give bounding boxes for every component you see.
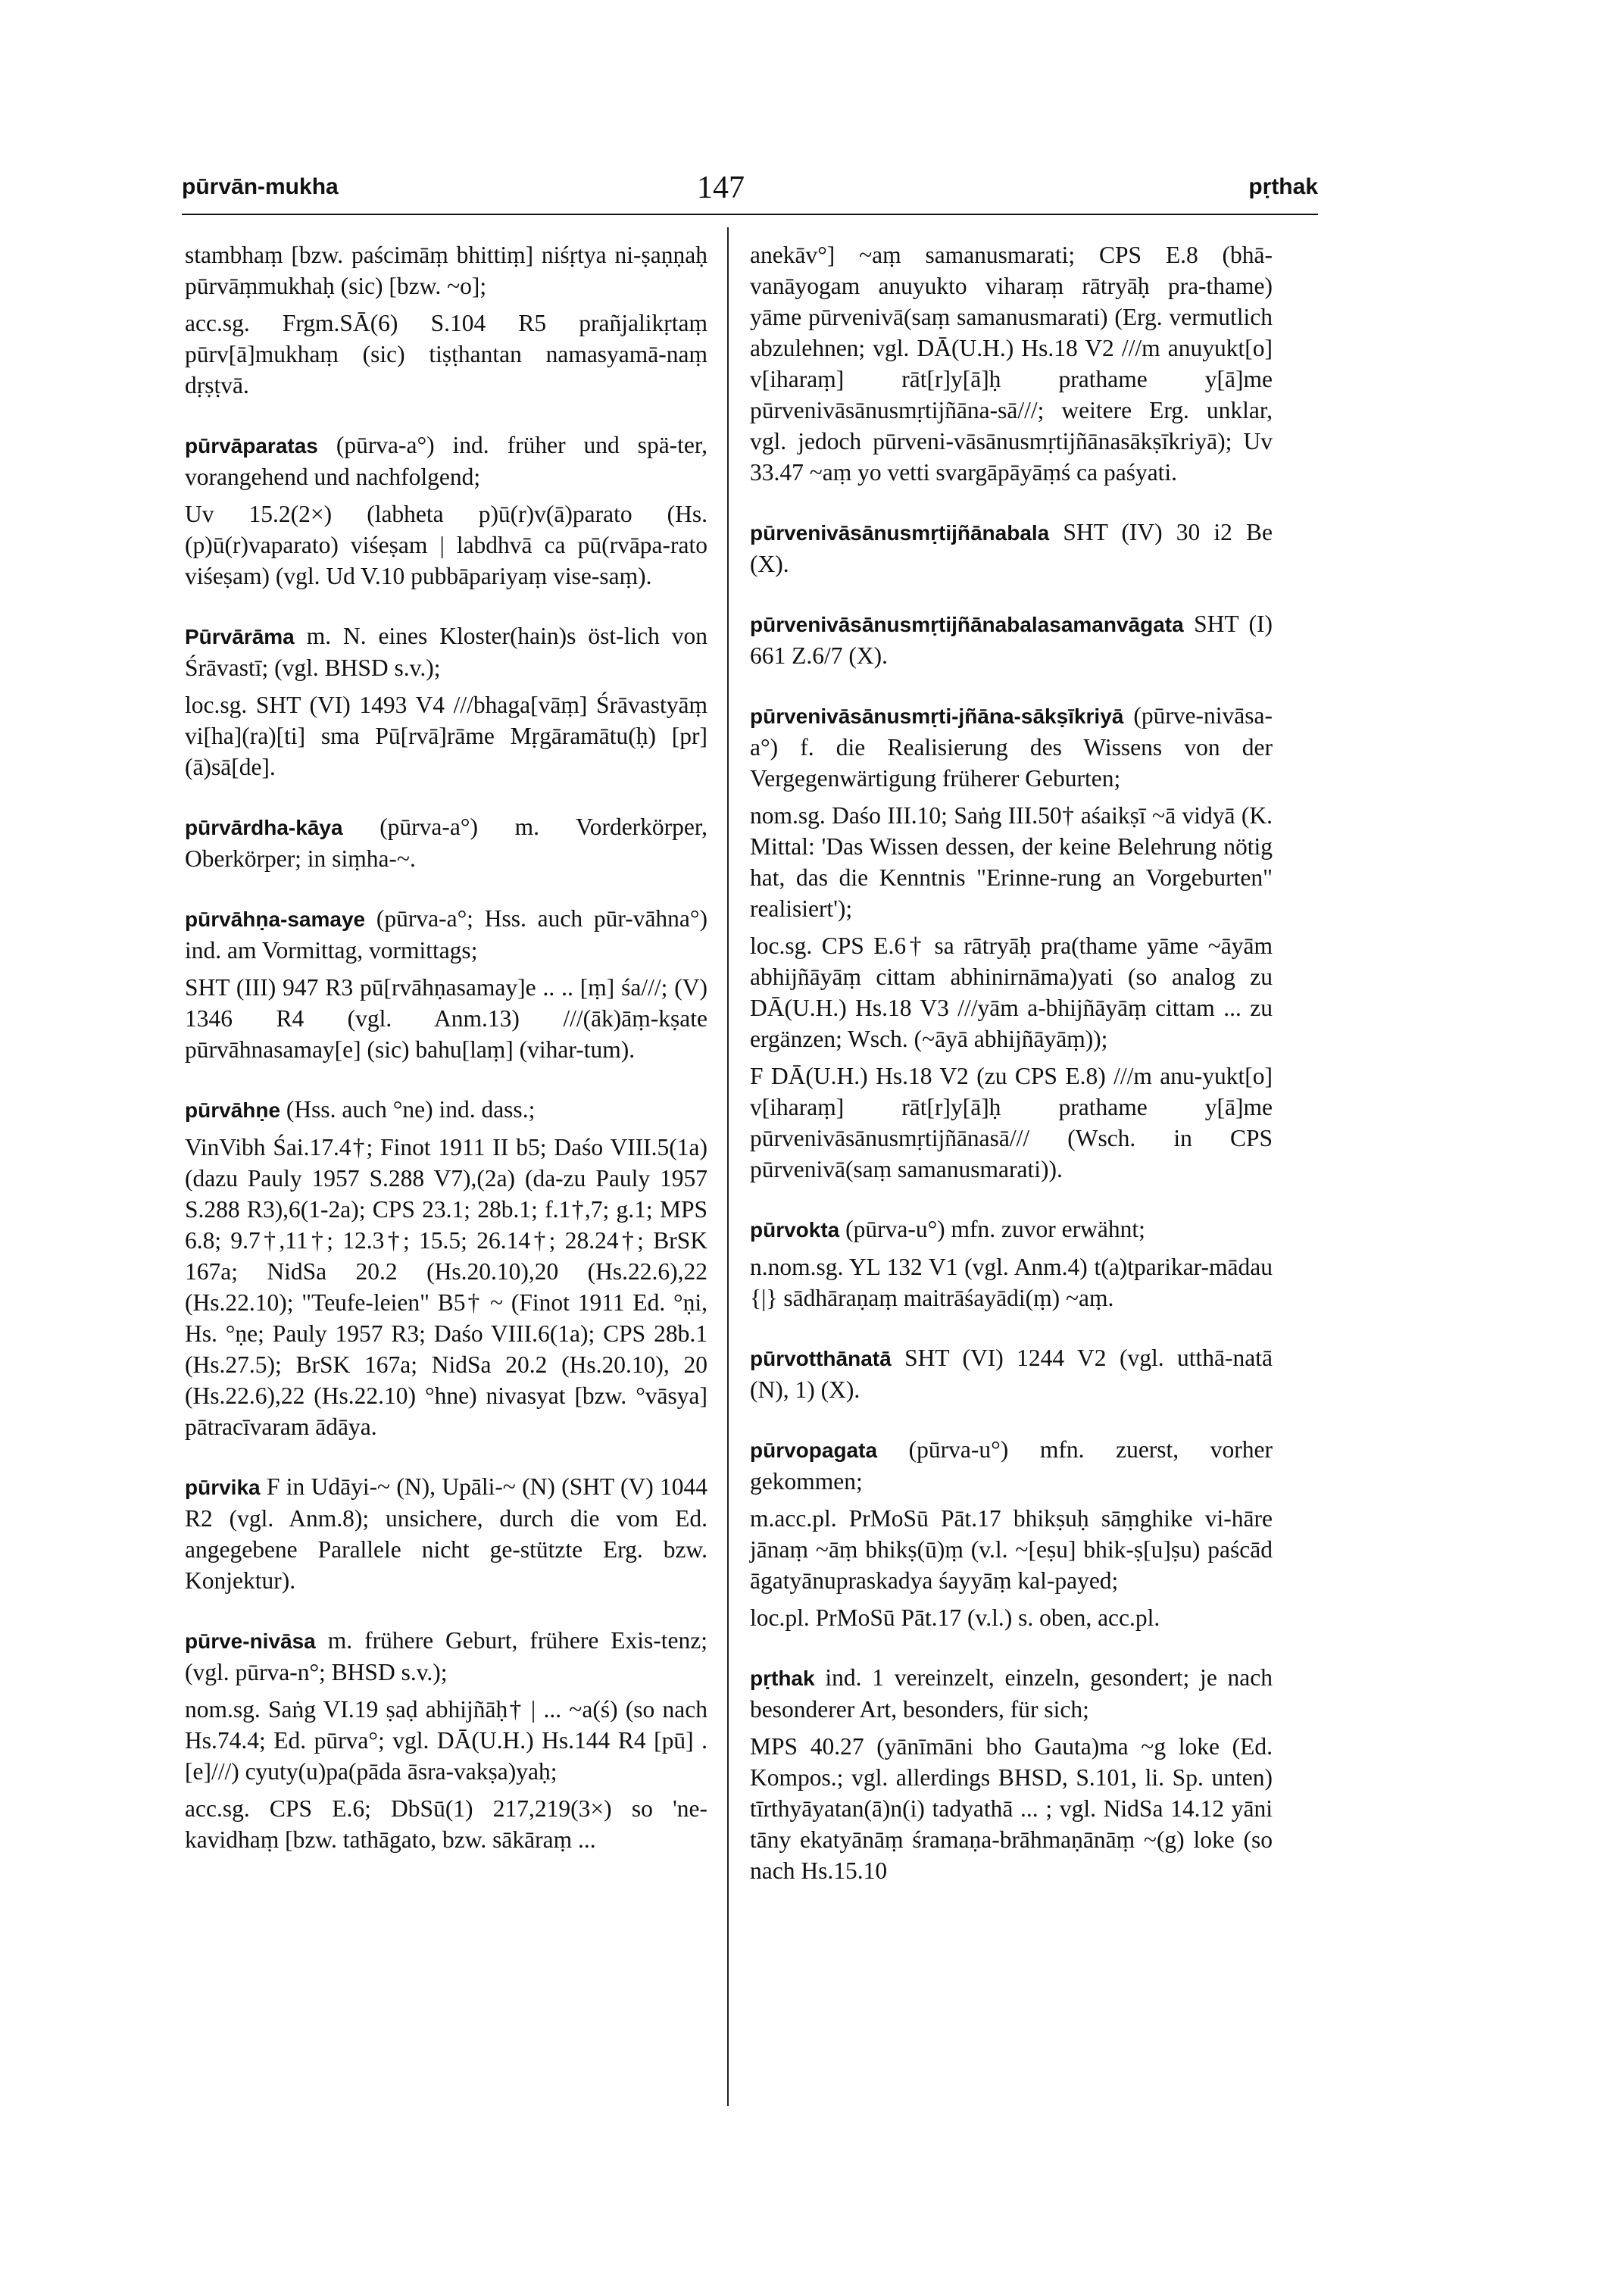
headword: pūrvenivāsānusmṛti-jñāna-sākṣīkriyā bbox=[750, 704, 1124, 728]
page-header bbox=[182, 170, 1318, 220]
left-column bbox=[185, 239, 707, 1884]
entry-citation: loc.sg. CPS E.6† sa rātryāḥ pra(thame yāme ~āyām abhijñāyāṃ cittam abhinirnāma)yati (so analog zu DĀ(U.H.) Hs.18 V3 ///yām a-bhijñāyāṃ cittam ... zu ergänzen; Wsch. (~āyā abhijñāyāṃ)); bbox=[750, 932, 1273, 1052]
headword: Pūrvārāma bbox=[185, 625, 295, 648]
headword: pūrvāhṇa-samaye bbox=[185, 907, 366, 931]
entry-headline bbox=[185, 1625, 707, 1688]
entry-definition: F in Udāyi-~ (N), Upāli-~ (N) (SHT (V) 1044 R2 (vgl. Anm.8); unsichere, durch die vom Ed. angegebene Parallele nicht ge-stützte Erg. bzw. Konjektur). bbox=[185, 1473, 708, 1594]
entry-definition: (pūrva-u°) mfn. zuerst, vorher gekommen; bbox=[750, 1436, 1273, 1495]
dictionary-entry bbox=[185, 903, 707, 1065]
entry-headline bbox=[750, 517, 1273, 579]
entry-headline bbox=[185, 1471, 707, 1596]
dictionary-entry bbox=[185, 430, 707, 592]
dictionary-entry bbox=[185, 620, 707, 783]
page-number: 147 bbox=[697, 170, 745, 205]
entry-citation: m.acc.pl. PrMoSū Pāt.17 bhikṣuḥ sāṃghike vi-hāre jānaṃ ~āṃ bhikṣ(ū)ṃ (v.l. ~[eṣu] bhik-ṣ[u]ṣu) paścād āgatyānupraskadya śayyāṃ kal-payed; bbox=[750, 1505, 1273, 1594]
headword: pūrvārdha-kāya bbox=[185, 816, 343, 839]
entry-citation: anekāv°] ~aṃ samanusmarati; CPS E.8 (bhā-vanāyogam anuyukto viharaṃ rātryāḥ pra-thame) yāme pūrvenivā(saṃ samanusmarati) (Erg. vermutlich abzulehnen; vgl. DĀ(U.H.) Hs.18 V2 ///m anuyukt[o] v[iharaṃ] rāt[r]y[ā]ḥ prathame y[ā]me pūrvenivāsānusmṛtijñāna-sā///; weitere Erg. unklar, vgl. jedoch pūrveni-vāsānusmṛtijñānasākṣīkriyā); Uv 33.47 ~aṃ yo vetti svargāpāyāṃś ca paśyati. bbox=[750, 242, 1273, 486]
entry-definition: (pūrva-a°) m. Vorderkörper, Oberkörper; in siṃha-~. bbox=[185, 814, 707, 872]
dictionary-entry bbox=[750, 1434, 1273, 1633]
entry-headline bbox=[750, 1434, 1273, 1497]
dictionary-entry bbox=[750, 1662, 1273, 1886]
entry-citation: loc.sg. SHT (VI) 1493 V4 ///bhaga[vāṃ] Śrāvastyāṃ vi[ha](ra)[ti] sma Pū[rvā]rāme Mṛgāramātu(ḥ) [pr](ā)sā[de]. bbox=[185, 692, 707, 780]
entry-definition: SHT (I) 661 Z.6/7 (X). bbox=[750, 611, 1273, 669]
entry-citation: loc.pl. PrMoSū Pāt.17 (v.l.) s. oben, acc.pl. bbox=[750, 1604, 1160, 1631]
entry-citation: nom.sg. Saṅg VI.19 ṣaḍ abhijñāḥ† | ... ~a(ś) (so nach Hs.74.4; Ed. pūrva°; vgl. DĀ(U.H.) Hs.144 R4 [pū] .[e]///) cyuty(u)pa(pāda āsra-vakṣa)yaḥ; bbox=[185, 1696, 707, 1785]
entry-headline bbox=[750, 1662, 1273, 1725]
entry-definition: (pūrva-u°) mfn. zuvor erwähnt; bbox=[845, 1216, 1145, 1242]
entry-headline bbox=[185, 430, 707, 492]
dictionary-entry bbox=[185, 1625, 707, 1855]
headword: pūrve-nivāsa bbox=[185, 1629, 316, 1653]
entry-citation: acc.sg. Frgm.SĀ(6) S.104 R5 prañjalikṛtaṃ pūrv[ā]mukhaṃ (sic) tiṣṭhantan namasyamā-naṃ dṛṣṭvā. bbox=[185, 310, 707, 398]
headword: pūrvika bbox=[185, 1476, 261, 1499]
dictionary-entry bbox=[185, 1471, 707, 1596]
headword: pūrvotthānatā bbox=[750, 1347, 892, 1370]
column-divider bbox=[727, 227, 729, 2106]
entry-definition: m. N. eines Kloster(hain)s öst-lich von Śrāvastī; (vgl. BHSD s.v.); bbox=[185, 623, 707, 681]
entry-headline bbox=[185, 903, 707, 966]
headword: pūrvokta bbox=[750, 1218, 840, 1242]
entry-headline bbox=[750, 700, 1273, 794]
header-rule bbox=[182, 214, 1318, 215]
dictionary-entry bbox=[750, 1342, 1273, 1405]
entry-headline bbox=[185, 811, 707, 874]
entry-headline bbox=[185, 620, 707, 683]
dictionary-entry bbox=[750, 608, 1273, 671]
dictionary-entry bbox=[750, 700, 1273, 1185]
headword: pūrvenivāsānusmṛtijñānabalasamanvāgata bbox=[750, 613, 1184, 636]
entry-citation: VinVibh Śai.17.4†; Finot 1911 II b5; Daśo VIII.5(1a) (dazu Pauly 1957 S.288 V7),(2a) (da-zu Pauly 1957 S.288 R3),6(1-2a); CPS 23.1; 28b.1; f.1†,7; g.1; MPS 6.8; 9.7†,11†; 12.3†; 15.5; 26.14†; 28.24†; BrSK 167a; NidSa 20.2 (Hs.20.10),20 (Hs.22.6),22 (Hs.22.10); "Teufe-leien" B5† ~ (Finot 1911 Ed. °ṇi, Hs. °ṇe; Pauly 1957 R3; Daśo VIII.6(1a); CPS 28b.1 (Hs.27.5); BrSK 167a; NidSa 20.2 (Hs.20.10), 20 (Hs.22.6),22 (Hs.22.10) °hne) nivasyat [bzw. °vāsya] pātracīvaram ādāya. bbox=[185, 1134, 707, 1440]
dictionary-entry bbox=[750, 1214, 1273, 1314]
entry-definition: (pūrve-nivāsa-a°) f. die Realisierung des Wissens von der Vergegenwärtigung früherer Geburten; bbox=[750, 702, 1273, 792]
entry-citation: acc.sg. CPS E.6; DbSū(1) 217,219(3×) so 'ne-kavidhaṃ [bzw. tathāgato, bzw. sākāraṃ ... bbox=[185, 1795, 707, 1853]
entry-citation: F DĀ(U.H.) Hs.18 V2 (zu CPS E.8) ///m anu-yukt[o] v[iharaṃ] rāt[r]y[ā]ḥ prathame y[ā]me pūrvenivāsānusmṛtijñānasā/// (Wsch. in CPS pūrvenivā(saṃ samanusmarati)). bbox=[750, 1063, 1273, 1182]
entry-citation: MPS 40.27 (yānīmāni bho Gauta)ma ~g loke (Ed. Kompos.; vgl. allerdings BHSD, S.101, li. Sp. unten) tīrthyāyatan(ā)n(i) tadyathā ... ; vgl. NidSa 14.12 yāni tāny ekatyānāṃ śramaṇa-brāhmaṇānāṃ ~(g) loke (so nach Hs.15.10 bbox=[750, 1733, 1273, 1884]
entry-definition: (Hss. auch °ne) ind. dass.; bbox=[286, 1096, 536, 1123]
entry-definition: (pūrva-a°) ind. früher und spä-ter, vorangehend und nachfolgend; bbox=[185, 432, 708, 490]
dictionary-entry bbox=[185, 811, 707, 874]
headword: pṛthak bbox=[750, 1667, 815, 1690]
entry-headline bbox=[750, 1342, 1273, 1405]
entry-citation: n.nom.sg. YL 132 V1 (vgl. Anm.4) t(a)tparikar-mādau {|} sādhāraṇaṃ maitrāśayādi(ṃ) ~aṃ. bbox=[750, 1254, 1273, 1311]
running-head-right: pṛthak bbox=[1248, 174, 1318, 199]
right-column bbox=[750, 239, 1273, 1915]
dictionary-entry bbox=[185, 1094, 707, 1442]
entry-headline bbox=[750, 608, 1273, 671]
dictionary-entry bbox=[185, 239, 707, 401]
entry-headline bbox=[185, 1094, 707, 1126]
entry-definition: (pūrva-a°; Hss. auch pūr-vāhna°) ind. am Vormittag, vormittags; bbox=[185, 905, 708, 964]
entry-definition: ind. 1 vereinzelt, einzeln, gesondert; je nach besonderer Art, besonders, für sich; bbox=[750, 1664, 1273, 1723]
running-head-left: pūrvān-mukha bbox=[182, 174, 339, 199]
headword: pūrvāhṇe bbox=[185, 1098, 281, 1122]
entry-definition: m. frühere Geburt, frühere Exis-tenz; (vgl. pūrva-n°; BHSD s.v.); bbox=[185, 1627, 708, 1685]
entry-headline bbox=[750, 1214, 1273, 1245]
headword: pūrvāparatas bbox=[185, 434, 318, 458]
dictionary-entry bbox=[750, 239, 1273, 488]
entry-citation: nom.sg. Daśo III.10; Saṅg III.50† aśaikṣī ~ā vidyā (K. Mittal: 'Das Wissen dessen, der keine Belehrung nötig hat, das die Kenntnis "Erinne-rung an Vorgeburten" realisiert'); bbox=[750, 802, 1273, 922]
headword: pūrvenivāsānusmṛtijñānabala bbox=[750, 521, 1050, 545]
entry-definition: SHT (VI) 1244 V2 (vgl. utthā-natā (N), 1) (X). bbox=[750, 1345, 1273, 1403]
entry-citation: stambhaṃ [bzw. paścimāṃ bhittiṃ] niśṛtya ni-ṣaṇṇaḥ pūrvāṃmukhaḥ (sic) [bzw. ~o]; bbox=[185, 242, 707, 299]
entry-citation: Uv 15.2(2×) (labheta p)ū(r)v(ā)parato (Hs. (p)ū(r)vaparato) viśeṣam | labdhvā ca pū(rvāpa-rato viśeṣam) (vgl. Ud V.10 pubbāpariyaṃ vise-saṃ). bbox=[185, 501, 707, 589]
dictionary-entry bbox=[750, 517, 1273, 579]
headword: pūrvopagata bbox=[750, 1439, 878, 1462]
entry-citation: SHT (III) 947 R3 pū[rvāhṇasamay]e .. .. [ṃ] śa///; (V) 1346 R4 (vgl. Anm.13) ///(āk)āṃ-kṣate pūrvāhnasamay[e] (sic) bahu[laṃ] (vihar-tum). bbox=[185, 974, 707, 1063]
entry-definition: SHT (IV) 30 i2 Be (X). bbox=[750, 519, 1273, 577]
